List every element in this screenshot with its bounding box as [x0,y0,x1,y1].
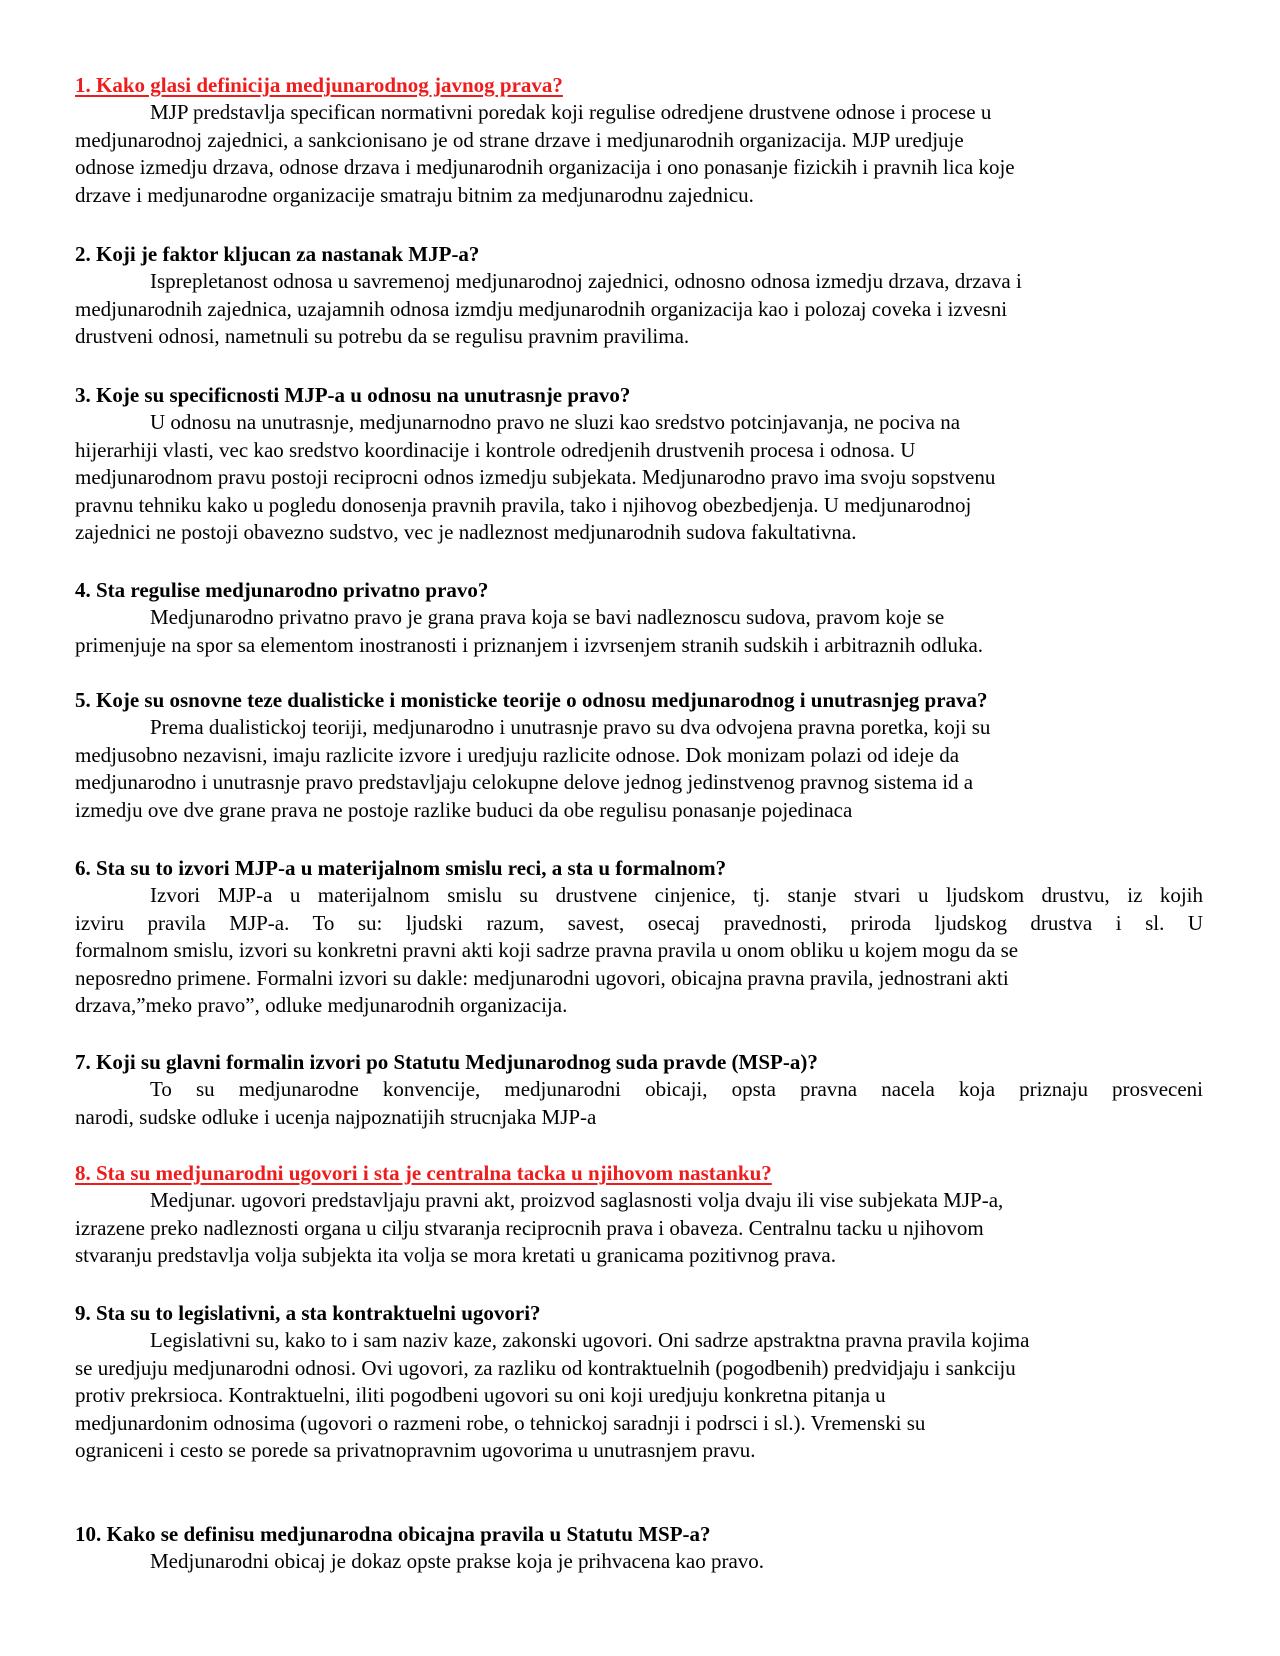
answer [75,409,1203,547]
answer-line: medjunarodnom pravu postoji reciprocni odnos izmedju subjekata. Medjunarodno pravo ima svoju sopstvenu [75,465,996,490]
answer-line: neposredno primene. Formalni izvori su dakle: medjunarodni ugovori, obicajna pravna pravila, jednostrani akti [75,965,1009,990]
answer [75,1187,1203,1270]
answer-line: zajednici ne postoji obavezno sudstvo, vec je nadleznost medjunarodnih sudova fakultativna. [75,520,857,545]
question-title: 2. Koji je faktor kljucan za nastanak MJP-a? [75,242,480,266]
answer [75,604,1203,659]
question-10 [75,1521,1203,1576]
answer-line: Medjunar. ugovori predstavljaju pravni akt, proizvod saglasnosti volja dvaju ili vise subjekata MJP-a, [150,1188,1004,1212]
answer-line: medjunarodnih zajednica, uzajamnih odnosa izmdju medjunarodnih organizacija kao i polozaj coveka i izvesni [75,296,1008,321]
answer [75,1548,1203,1576]
answer [75,882,1203,1020]
answer-line: Legislativni su, kako to i sam naziv kaze, zakonski ugovori. Oni sadrze apstraktna pravna pravila kojima [150,1328,1030,1352]
answer-line: drzave i medjunarodne organizacije smatraju bitnim za medjunarodnu zajednicu. [75,182,754,207]
answer-line: se uredjuju medjunarodni odnosi. Ovi ugovori, za razliku od kontraktuelnih (pogodbenih) predvidjaju i sankciju [75,1355,1016,1380]
answer-line: drustveni odnosi, nametnuli su potrebu da se regulisu pravnim pravilima. [75,324,690,349]
answer-line: Izvori MJP-a u materijalnom smislu su drustvene cinjenice, tj. stanje stvari u ljudskom drustvu, iz kojih [150,883,1203,907]
question-7 [75,1049,1203,1131]
question-title: 6. Sta su to izvori MJP-a u materijalnom smislu reci, a sta u formalnom? [75,856,727,880]
answer-line: izrazene preko nadleznosti organa u cilju stvaranja reciprocnih prava i obaveza. Centralnu tacku u njihovom [75,1215,984,1240]
answer-line: izmedju ove dve grane prava ne postoje razlike buduci da obe regulisu ponasanje pojedinaca [75,797,853,822]
question-title: 9. Sta su to legislativni, a sta kontraktuelni ugovori? [75,1301,541,1325]
answer-line: medjunarodnoj zajednici, a sankcionisano je od strane drzave i medjunarodnih organizacija. MJP uredjuje [75,127,964,152]
answer-line: Medjunarodno privatno pravo je grana prava koja se bavi nadleznoscu sudova, pravom koje se [150,605,945,629]
question-9 [75,1300,1203,1465]
answer-line: To su medjunarodne konvencije, medjunarodni obicaji, opsta pravna nacela koja priznaju prosveceni [150,1077,1203,1101]
answer-line: Medjunarodni obicaj je dokaz opste prakse koja je prihvacena kao pravo. [150,1549,765,1573]
answer-line: U odnosu na unutrasnje, medjunarnodno pravo ne sluzi kao sredstvo potcinjavanja, ne pociva na [150,410,961,434]
question-1 [75,72,1203,209]
question-title: 4. Sta regulise medjunarodno privatno pravo? [75,578,489,602]
question-title: 8. Sta su medjunarodni ugovori i sta je centralna tacka u njihovom nastanku? [75,1161,772,1185]
question-title: 5. Koje su osnovne teze dualisticke i monisticke teorije o odnosu medjunarodnog i unutrasnjeg prava? [75,688,988,712]
answer-line: formalnom smislu, izvori su konkretni pravni akti koji sadrze pravna pravila u onom obliku u kojem mogu da se [75,938,1019,963]
answer-line: Isprepletanost odnosa u savremenoj medjunarodnoj zajednici, odnosno odnosa izmedju drzava, drzava i [150,269,1022,293]
answer-line: odnose izmedju drzava, odnose drzava i medjunarodnih organizacija i ono ponasanje fizickih i pravnih lica koje [75,155,1015,180]
answer-line: ograniceni i cesto se porede sa privatnopravnim ugovorima u unutrasnjem pravu. [75,1438,756,1463]
question-6 [75,855,1203,1020]
question-8 [75,1160,1203,1270]
answer [75,1327,1203,1465]
question-title: 3. Koje su specificnosti MJP-a u odnosu na unutrasnje pravo? [75,383,631,407]
answer [75,1076,1203,1131]
question-2 [75,241,1203,351]
answer [75,99,1203,209]
question-title: 10. Kako se definisu medjunarodna obicajna pravila u Statutu MSP-a? [75,1522,711,1546]
answer-line: narodi, sudske odluke i ucenja najpoznatijih strucnjaka MJP-a [75,1104,597,1129]
answer-line: pravnu tehniku kako u pogledu donosenja pravnih pravila, tako i njihovog obezbedjenja. U medjunarodnoj [75,492,972,517]
answer-line: medjunarodno i unutrasnje pravo predstavljaju celokupne delove jednog jedinstvenog pravnog sistema id a [75,770,974,795]
question-title: 1. Kako glasi definicija medjunarodnog javnog prava? [75,73,563,97]
answer-line: MJP predstavlja specifican normativni poredak koji regulise odredjene drustvene odnose i procese u [150,100,992,124]
answer [75,268,1203,351]
answer [75,714,1203,824]
answer-line: Prema dualistickoj teoriji, medjunarodno i unutrasnje pravo su dva odvojena pravna poretka, koji su [150,715,991,739]
question-3 [75,382,1203,547]
answer-line: primenjuje na spor sa elementom inostranosti i priznanjem i izvrsenjem stranih sudskih i arbitraznih odluka. [75,632,984,657]
question-title: 7. Koji su glavni formalin izvori po Statutu Medjunarodnog suda pravde (MSP-a)? [75,1050,818,1074]
question-5 [75,687,1203,824]
answer-line: stvaranju predstavlja volja subjekta ita volja se mora kretati u granicama pozitivnog prava. [75,1243,836,1268]
answer-line: hijerarhiji vlasti, vec kao sredstvo koordinacije i kontrole odredjenih drustvenih procesa i odnosa. U [75,437,916,462]
answer-line: drzava,”meko pravo”, odluke medjunarodnih organizacija. [75,993,568,1018]
answer-line: medjusobno nezavisni, imaju razlicite izvore i uredjuju razlicite odnose. Dok monizam polazi od ideje da [75,742,960,767]
answer-line: protiv prekrsioca. Kontraktuelni, iliti pogodbeni ugovori su oni koji uredjuju konkretna pitanja u [75,1383,886,1408]
question-4 [75,577,1203,659]
answer-line: medjunardonim odnosima (ugovori o razmeni robe, o tehnickoj saradnji i podrsci i sl.). Vremenski su [75,1410,926,1435]
answer-line: izviru pravila MJP-a. To su: ljudski razum, savest, osecaj pravednosti, priroda ljudskog drustva i sl. U [75,910,1203,935]
